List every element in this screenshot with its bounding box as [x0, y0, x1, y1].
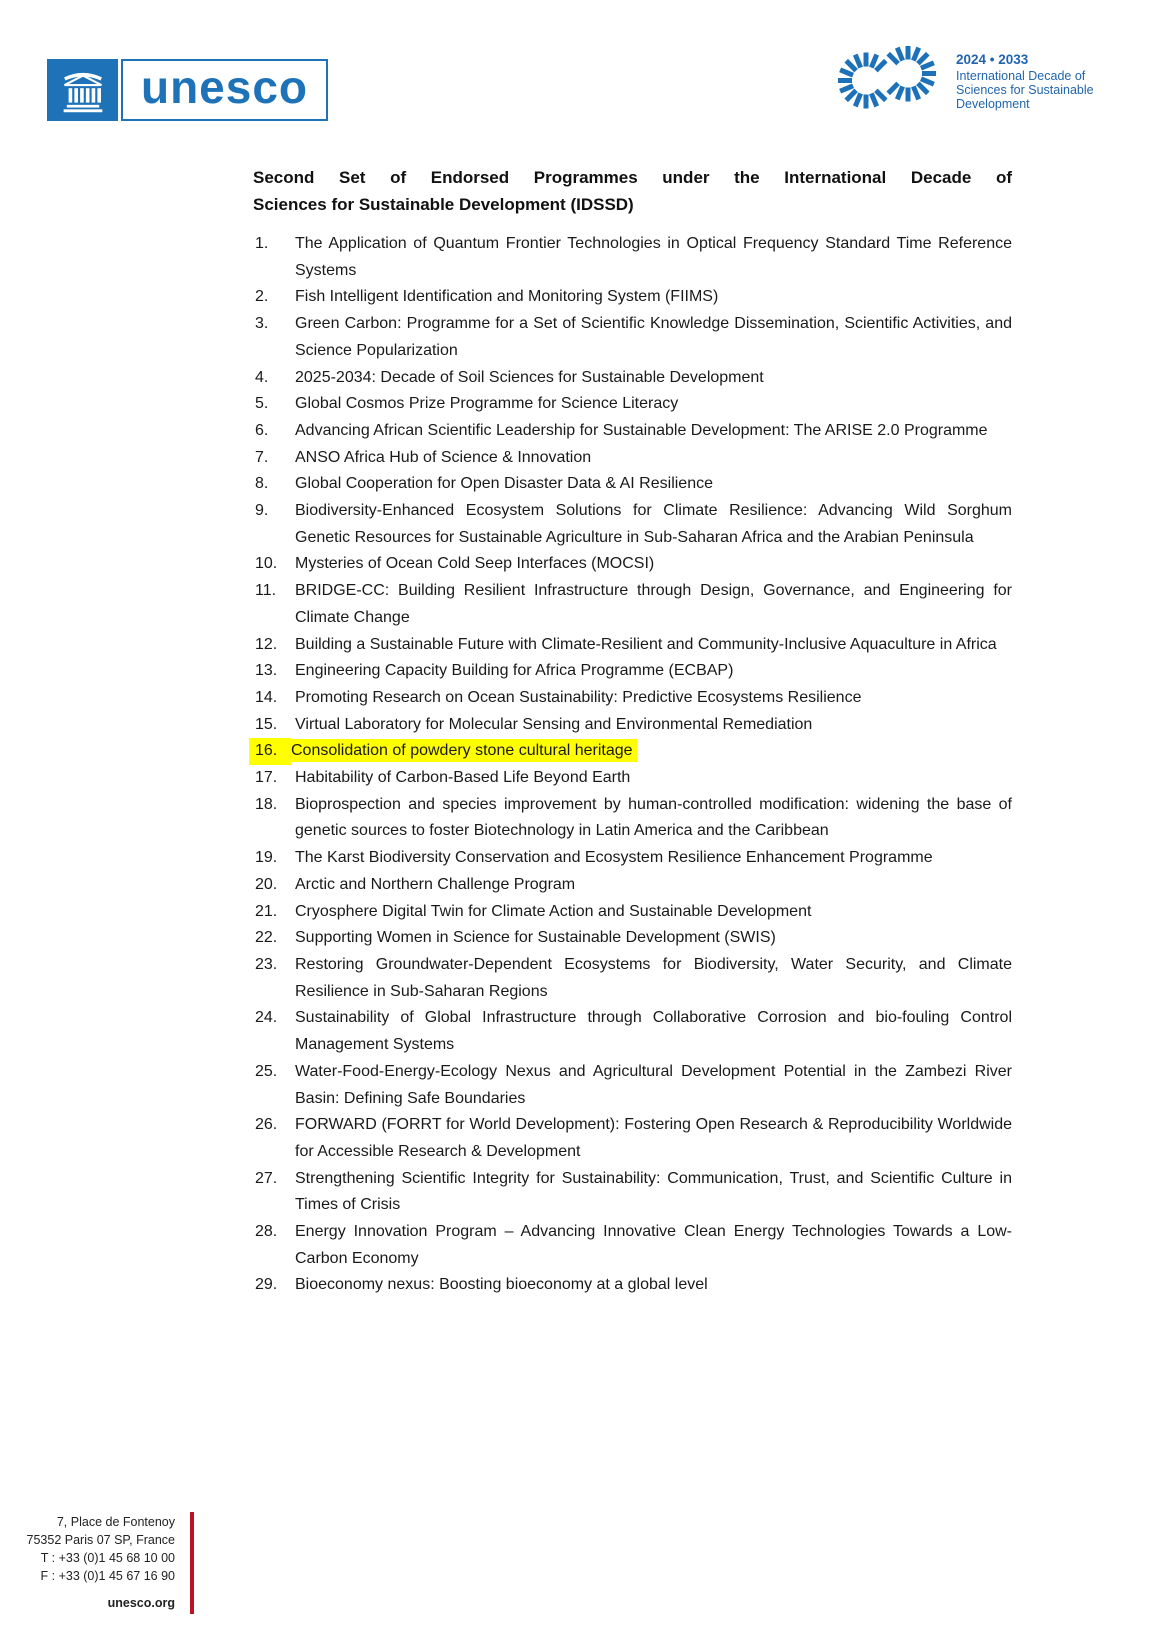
page-title-line2: Sciences for Sustainable Development (IDSSD) — [253, 195, 634, 214]
footer-red-rule — [190, 1512, 194, 1614]
idssd-decade-icon — [835, 46, 941, 110]
idssd-logo — [835, 46, 1094, 111]
idssd-line3: Development — [956, 97, 1030, 111]
programme-item-text: Bioeconomy nexus: Boosting bioeconomy at a global level — [295, 1276, 708, 1294]
programme-item-number: 24. — [255, 1009, 278, 1027]
programme-item-text: Building a Sustainable Future with Climate-Resilient and Community-Inclusive Aquaculture in Africa — [295, 635, 997, 653]
programme-item — [253, 658, 1012, 685]
programme-item-number: 25. — [255, 1062, 278, 1080]
programme-item — [253, 712, 1012, 739]
programme-list — [253, 231, 1012, 1299]
programme-item-text: ANSO Africa Hub of Science & Innovation — [295, 448, 592, 466]
footer-phone: T : +33 (0)1 45 68 10 00 — [40, 1551, 175, 1565]
page-title — [253, 164, 1012, 218]
programme-item — [253, 418, 1012, 445]
programme-item-number: 3. — [255, 315, 269, 333]
programme-item-text: Virtual Laboratory for Molecular Sensing and Environmental Remediation — [295, 715, 813, 733]
footer-website-link[interactable]: unesco.org — [107, 1596, 175, 1610]
programme-item-text: Strengthening Scientific Integrity for Sustainability: Communication, Trust, and Scientific Culture in Times of Crisis — [295, 1169, 1012, 1214]
programme-item-number: 22. — [255, 929, 278, 947]
programme-item-text: Arctic and Northern Challenge Program — [295, 875, 576, 893]
programme-item — [253, 578, 1012, 631]
page-title-line1: Second Set of Endorsed Programmes under the International Decade of — [253, 168, 1012, 187]
programme-item-number: 2. — [255, 288, 269, 306]
programme-item — [253, 551, 1012, 578]
programme-item-number: 20. — [255, 875, 278, 893]
programme-item — [253, 471, 1012, 498]
programme-item — [253, 311, 1012, 364]
programme-item-text: Biodiversity-Enhanced Ecosystem Solutions for Climate Resilience: Advancing Wild Sorghum Genetic Resources for Sustainable Agriculture in Sub-Saharan Africa and the Arabian Peninsula — [295, 502, 1012, 546]
programme-item-number: 11. — [255, 582, 277, 600]
programme-item — [253, 765, 1012, 792]
programme-item-number: 16. — [249, 738, 291, 765]
programme-item — [253, 925, 1012, 952]
programme-item — [253, 498, 1012, 551]
programme-item — [253, 365, 1012, 392]
programme-item-text: Global Cooperation for Open Disaster Data & AI Resilience — [295, 475, 713, 493]
programme-item — [253, 952, 1012, 1005]
programme-item — [253, 1166, 1012, 1219]
programme-item-number: 27. — [255, 1169, 278, 1187]
programme-item-number: 19. — [255, 849, 278, 867]
programme-item-number: 4. — [255, 368, 269, 386]
programme-item-text: Restoring Groundwater-Dependent Ecosystems for Biodiversity, Water Security, and Climate Resilience in Sub-Saharan Regions — [295, 955, 1012, 1000]
programme-item-number: 26. — [255, 1116, 278, 1134]
programme-item-number: 29. — [255, 1276, 278, 1294]
idssd-logo-text — [956, 46, 1094, 111]
programme-item — [253, 445, 1012, 472]
programme-item — [253, 284, 1012, 311]
programme-item-text: The Application of Quantum Frontier Technologies in Optical Frequency Standard Time Reference Systems — [295, 235, 1012, 279]
programme-item-text: The Karst Biodiversity Conservation and Ecosystem Resilience Enhancement Programme — [295, 849, 933, 867]
programme-item — [253, 845, 1012, 872]
unesco-wordmark: unesco — [140, 61, 309, 113]
programme-item — [253, 1005, 1012, 1058]
programme-item-text: Habitability of Carbon-Based Life Beyond Earth — [295, 769, 631, 787]
programme-item-text: FORWARD (FORRT for World Development): Fostering Open Research & Reproducibility Worldwide for Accessible Research & Development — [295, 1116, 1012, 1160]
programme-item-number: 23. — [255, 955, 278, 973]
footer-address-line2: 75352 Paris 07 SP, France — [26, 1533, 175, 1547]
programme-item-number: 15. — [255, 715, 278, 733]
programme-item-number: 8. — [255, 475, 269, 493]
programme-item-number: 10. — [255, 555, 278, 573]
programme-item — [253, 792, 1012, 845]
programme-item-text: Sustainability of Global Infrastructure through Collaborative Corrosion and bio-fouling Control Management Systems — [295, 1009, 1012, 1054]
programme-item — [253, 1059, 1012, 1112]
programme-item-text: 2025-2034: Decade of Soil Sciences for Sustainable Development — [295, 368, 764, 386]
footer-address-line1: 7, Place de Fontenoy — [56, 1515, 175, 1529]
programme-item-text: BRIDGE-CC: Building Resilient Infrastructure through Design, Governance, and Engineering for Climate Change — [295, 582, 1012, 626]
programme-item-number: 17. — [255, 769, 278, 787]
programme-item — [253, 1219, 1012, 1272]
programme-item-text: Energy Innovation Program – Advancing Innovative Clean Energy Technologies Towards a Low-Carbon Economy — [295, 1223, 1012, 1267]
programme-item — [253, 1272, 1012, 1299]
programme-item-text: Global Cosmos Prize Programme for Science Literacy — [295, 395, 679, 413]
programme-item — [253, 899, 1012, 926]
unesco-wordmark-box — [121, 59, 328, 121]
programme-item-text: Advancing African Scientific Leadership for Sustainable Development: The ARISE 2.0 Programme — [295, 421, 988, 439]
programme-item-text: Water-Food-Energy-Ecology Nexus and Agricultural Development Potential in the Zambezi River Basin: Defining Safe Boundaries — [295, 1062, 1012, 1107]
idssd-years: 2024 • 2033 — [956, 52, 1029, 67]
programme-item-text: Engineering Capacity Building for Africa Programme (ECBAP) — [295, 662, 734, 680]
programme-item-number: 7. — [255, 448, 269, 466]
document-content — [253, 164, 1012, 1299]
idssd-line1: International Decade of — [956, 69, 1086, 83]
programme-item — [253, 391, 1012, 418]
idssd-line2: Sciences for Sustainable — [956, 83, 1094, 97]
programme-item — [253, 231, 1012, 284]
programme-item — [253, 1112, 1012, 1165]
programme-item-text: Supporting Women in Science for Sustainable Development (SWIS) — [295, 929, 776, 947]
programme-item-number: 14. — [255, 688, 278, 706]
footer-fax: F : +33 (0)1 45 67 16 90 — [40, 1569, 175, 1583]
programme-item-number: 13. — [255, 662, 278, 680]
programme-item-number: 5. — [255, 395, 269, 413]
programme-item-text: Bioprospection and species improvement by human-controlled modification: widening the base of genetic sources to foster Biotechnology in Latin America and the Caribbean — [295, 795, 1012, 840]
programme-item-highlighted — [253, 738, 1012, 765]
programme-item-number: 12. — [255, 635, 278, 653]
programme-item-text: Consolidation of powdery stone cultural heritage — [291, 739, 637, 762]
programme-item-number: 6. — [255, 421, 269, 439]
unesco-emblem-icon — [47, 59, 118, 121]
programme-item-number: 21. — [255, 902, 278, 920]
programme-item-text: Green Carbon: Programme for a Set of Scientific Knowledge Dissemination, Scientific Activities, and Science Popularization — [295, 315, 1012, 359]
programme-item-text: Fish Intelligent Identification and Monitoring System (FIIMS) — [295, 288, 719, 306]
programme-item-number: 28. — [255, 1223, 278, 1241]
programme-item — [253, 632, 1012, 659]
programme-item-number: 18. — [255, 795, 278, 813]
unesco-logo — [47, 59, 328, 121]
programme-item-text: Mysteries of Ocean Cold Seep Interfaces (MOCSI) — [295, 555, 655, 573]
footer-address-block — [20, 1513, 175, 1612]
programme-item — [253, 685, 1012, 712]
programme-item-number: 9. — [255, 502, 269, 520]
programme-item-number: 1. — [255, 235, 269, 252]
programme-item-text: Cryosphere Digital Twin for Climate Action and Sustainable Development — [295, 902, 812, 920]
programme-item — [253, 872, 1012, 899]
programme-item-text: Promoting Research on Ocean Sustainability: Predictive Ecosystems Resilience — [295, 688, 862, 706]
